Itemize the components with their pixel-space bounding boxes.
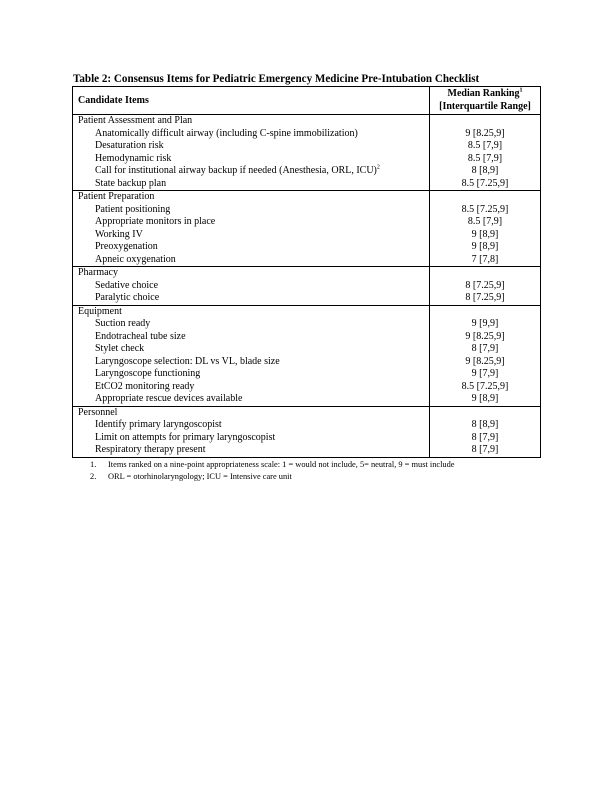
item-cell (73, 292, 429, 305)
item-label: Limit on attempts for primary laryngoscopist (95, 431, 276, 443)
item-label: Laryngoscope functioning (95, 368, 201, 379)
header-median-ranking (429, 87, 540, 114)
item-label: Patient positioning (95, 203, 171, 215)
table-section (73, 191, 540, 267)
section-name: Patient Preparation (78, 191, 155, 202)
item-label: Respiratory therapy present (95, 444, 206, 455)
item-cell (73, 318, 429, 331)
item-label: Identify primary laryngoscopist (95, 419, 222, 430)
table-header-row (73, 87, 540, 115)
median-ranking-value: 8.5 [7,9] (429, 216, 540, 229)
footnote (90, 459, 455, 471)
item-cell (73, 432, 429, 445)
median-ranking-value: 9 [7,9] (429, 368, 540, 381)
median-ranking-value: 8.5 [7,9] (429, 140, 540, 153)
section-header-row (73, 407, 540, 420)
section-header-row (73, 115, 540, 128)
header-footnote-marker: 1 (519, 87, 523, 94)
table-row (73, 318, 540, 331)
header-iqr-label: [Interquartile Range] (439, 100, 531, 112)
section-value-cell (429, 407, 540, 420)
item-cell (73, 178, 429, 191)
median-ranking-value: 8 [8,9] (429, 165, 540, 178)
item-label: Appropriate rescue devices available (95, 393, 243, 404)
item-cell (73, 165, 429, 178)
item-cell (73, 153, 429, 166)
table-row (73, 178, 540, 191)
table-row (73, 393, 540, 406)
footnote-text: ORL = otorhinolaryngology; ICU = Intensive care unit (108, 472, 292, 481)
section-value-cell (429, 115, 540, 128)
item-label: Suction ready (95, 318, 151, 329)
section-name: Equipment (78, 305, 122, 317)
header-median-ranking-label: Median Ranking (447, 88, 520, 99)
item-label: Hemodynamic risk (95, 152, 172, 164)
table-body (73, 115, 540, 457)
footnote-marker: 2 (376, 164, 380, 171)
item-label: Paralytic choice (95, 292, 160, 303)
median-ranking-value: 8.5 [7.25,9] (429, 178, 540, 191)
item-cell (73, 140, 429, 153)
item-cell (73, 280, 429, 293)
item-label: Working IV (95, 228, 143, 240)
item-cell (73, 254, 429, 267)
footnote-number: 1. (90, 460, 97, 469)
table-section (73, 407, 540, 457)
item-label: State backup plan (95, 177, 167, 189)
table-row (73, 280, 540, 293)
median-ranking-value: 8.5 [7.25,9] (429, 204, 540, 217)
table-row (73, 241, 540, 254)
item-label: Desaturation risk (95, 140, 164, 151)
median-ranking-value: 8.5 [7,9] (429, 153, 540, 166)
section-name: Pharmacy (78, 267, 118, 278)
item-label: Stylet check (95, 343, 145, 354)
median-ranking-value: 9 [8.25,9] (429, 331, 540, 344)
footnote-number: 2. (90, 472, 97, 481)
item-label: Call for institutional airway backup if needed (Anesthesia, ORL, ICU) (95, 165, 377, 176)
item-label: Endotracheal tube size (95, 330, 186, 342)
table-section (73, 267, 540, 306)
item-label: Sedative choice (95, 279, 159, 291)
table-row (73, 140, 540, 153)
median-ranking-value: 8 [7.25,9] (429, 280, 540, 293)
table-row (73, 432, 540, 445)
item-cell (73, 128, 429, 141)
median-ranking-value: 9 [9,9] (429, 318, 540, 331)
median-ranking-value: 8 [7,9] (429, 343, 540, 356)
item-cell (73, 381, 429, 394)
median-ranking-value: 8.5 [7.25,9] (429, 381, 540, 394)
section-value-cell (429, 306, 540, 319)
table-row (73, 292, 540, 305)
section-header-row (73, 306, 540, 319)
median-ranking-value: 9 [8,9] (429, 393, 540, 406)
item-cell (73, 393, 429, 406)
item-label: EtCO2 monitoring ready (95, 380, 195, 392)
item-cell (73, 356, 429, 369)
section-header-row (73, 267, 540, 280)
item-cell (73, 343, 429, 356)
table-title: Table 2: Consensus Items for Pediatric Emergency Medicine Pre-Intubation Checklist (73, 73, 480, 85)
table-row (73, 216, 540, 229)
table-row (73, 165, 540, 178)
table-row (73, 128, 540, 141)
item-cell (73, 204, 429, 217)
table-row (73, 331, 540, 344)
section-header-row (73, 191, 540, 204)
median-ranking-value: 9 [8.25,9] (429, 356, 540, 369)
item-cell (73, 419, 429, 432)
item-cell (73, 368, 429, 381)
table-row (73, 204, 540, 217)
median-ranking-value: 8 [7,9] (429, 444, 540, 457)
item-cell (73, 444, 429, 457)
table-row (73, 254, 540, 267)
section-value-cell (429, 267, 540, 280)
section-value-cell (429, 191, 540, 204)
item-label: Preoxygenation (95, 241, 158, 252)
median-ranking-value: 9 [8.25,9] (429, 128, 540, 141)
item-label: Appropriate monitors in place (95, 216, 216, 227)
item-label: Apneic oxygenation (95, 253, 176, 265)
footnote (90, 471, 455, 483)
item-label: Laryngoscope selection: DL vs VL, blade size (95, 355, 280, 367)
footnote-text: Items ranked on a nine-point appropriateness scale: 1 = would not include, 5= neutral, 9 = must include (108, 460, 455, 469)
table-section (73, 306, 540, 407)
table-row (73, 444, 540, 457)
table-row (73, 153, 540, 166)
section-name: Patient Assessment and Plan (78, 115, 193, 126)
section-name: Personnel (78, 406, 118, 418)
median-ranking-value: 9 [8,9] (429, 241, 540, 254)
table-row (73, 419, 540, 432)
item-label: Anatomically difficult airway (including C-spine immobilization) (95, 127, 358, 139)
median-ranking-value: 7 [7,8] (429, 254, 540, 267)
table-row (73, 229, 540, 242)
item-cell (73, 331, 429, 344)
table-row (73, 368, 540, 381)
table-section (73, 115, 540, 191)
median-ranking-value: 8 [8,9] (429, 419, 540, 432)
item-cell (73, 229, 429, 242)
median-ranking-value: 9 [8,9] (429, 229, 540, 242)
table-row (73, 381, 540, 394)
header-candidate-items: Candidate Items (78, 95, 149, 106)
table-row (73, 343, 540, 356)
footnotes (90, 459, 455, 483)
table-row (73, 356, 540, 369)
consensus-table (72, 86, 541, 458)
item-cell (73, 216, 429, 229)
item-cell (73, 241, 429, 254)
median-ranking-value: 8 [7,9] (429, 432, 540, 445)
median-ranking-value: 8 [7.25,9] (429, 292, 540, 305)
